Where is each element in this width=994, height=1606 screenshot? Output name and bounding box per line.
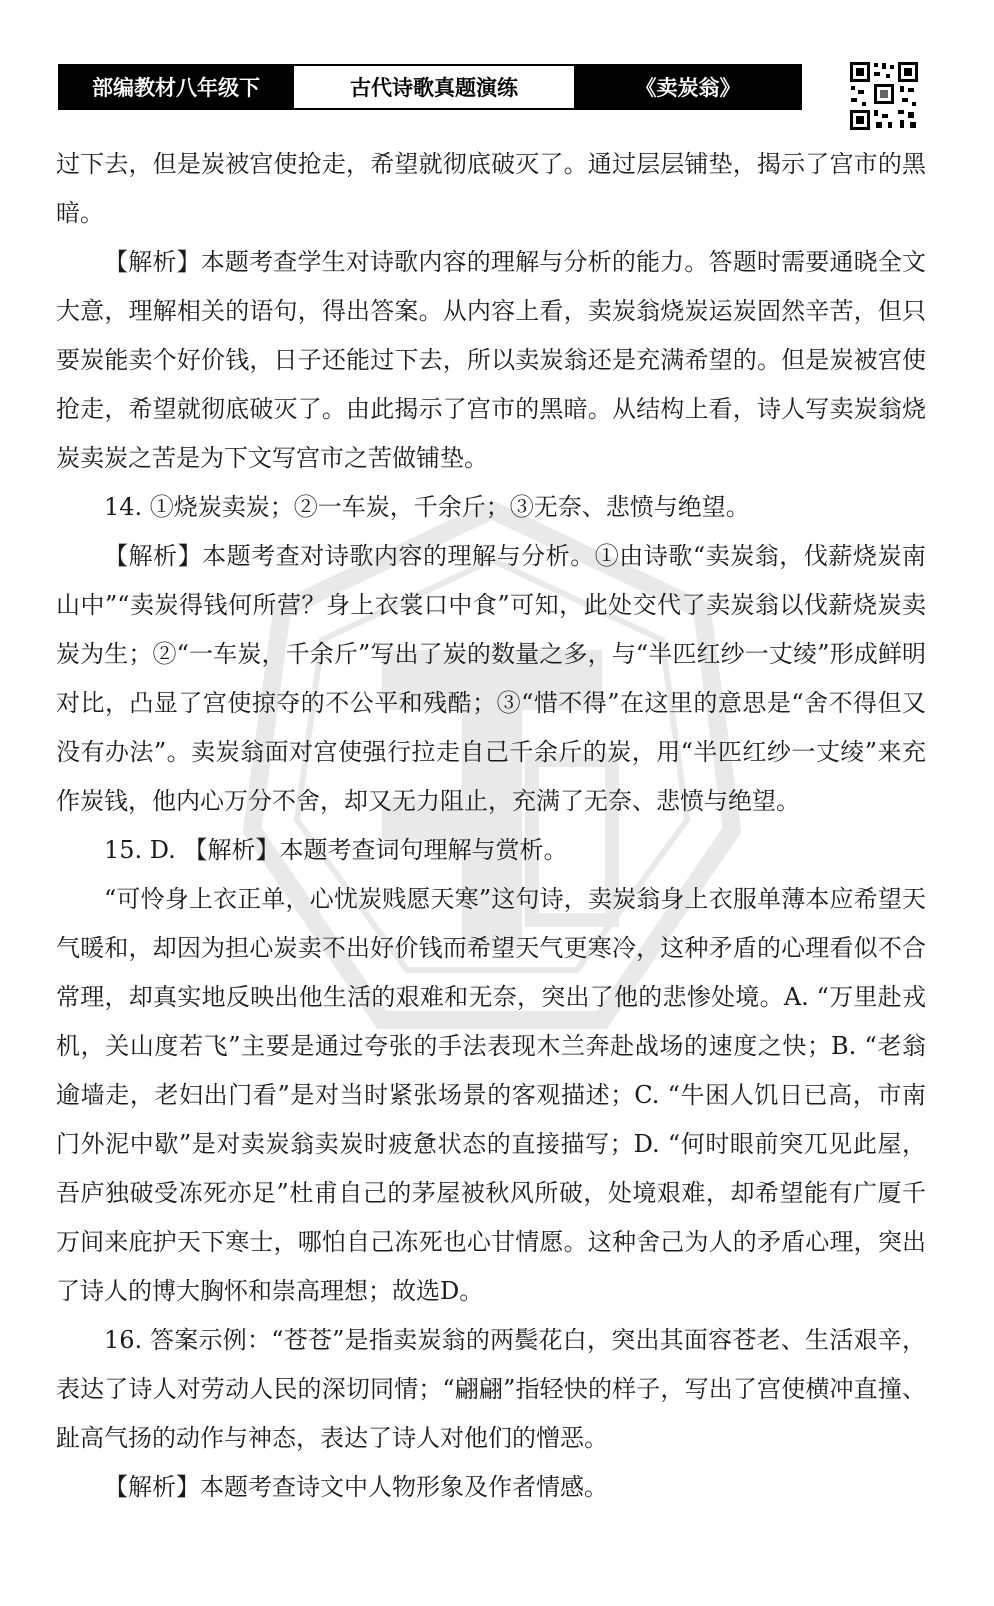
answer-body <box>56 140 926 1512</box>
paragraph-answer-16: 16. 答案示例：“苍苍”是指卖炭翁的两鬓花白，突出其面容苍老、生活艰辛，表达了诗人对劳动人民的深切同情；“翩翩”指轻快的样子，写出了宫使横冲直撞、趾高气扬的动作与神态，表达了诗人对他们的憎恶。 <box>56 1326 926 1452</box>
header-lesson-title: 《卖炭翁》 <box>576 66 800 108</box>
paragraph-analysis-16: 【解析】本题考查诗文中人物形象及作者情感。 <box>104 1473 608 1501</box>
header-section-title: 古代诗歌真题演练 <box>292 66 576 108</box>
paragraph-analysis-15: “可怜身上衣正单，心忧炭贱愿天寒”这句诗，卖炭翁身上衣服单薄本应希望天气暖和，却因为担心炭卖不出好价钱而希望天气更寒冷，这种矛盾的心理看似不合常理，却真实地反映出他生活的艰难和无奈，突出了他的悲惨处境。A. “万里赴戎机，关山度若飞”主要是通过夸张的手法表现木兰奔赴战场的速度之快；B. “老翁逾墙走，老妇出门看”是对当时紧张场景的客观描述；C. “牛困人饥日已高，市南门外泥中歇”是对卖炭翁卖炭时疲惫状态的直接描写；D. “何时眼前突兀见此屋，吾庐独破受冻死亦足”杜甫自己的茅屋被秋风所破，处境艰难，却希望能有广厦千万间来庇护天下寒士，哪怕自己冻死也心甘情愿。这种舍己为人的矛盾心理，突出了诗人的博大胸怀和崇高理想；故选D。 <box>56 885 926 1305</box>
paragraph-answer-15: 15. D. 【解析】本题考查词句理解与赏析。 <box>104 836 568 864</box>
header-grade-label: 部编教材八年级下 <box>60 66 292 108</box>
qr-code-icon <box>848 60 920 132</box>
paragraph-analysis-13: 【解析】本题考查学生对诗歌内容的理解与分析的能力。答题时需要通晓全文大意，理解相关的语句，得出答案。从内容上看，卖炭翁烧炭运炭固然辛苦，但只要炭能卖个好价钱，日子还能过下去，所以卖炭翁还是充满希望的。但是炭被宫使抢走，希望就彻底破灭了。由此揭示了宫市的黑暗。从结构上看，诗人写卖炭翁烧炭卖炭之苦是为下文写宫市之苦做铺垫。 <box>56 248 926 472</box>
page-header <box>58 64 802 110</box>
paragraph-analysis-14: 【解析】本题考查对诗歌内容的理解与分析。①由诗歌“卖炭翁，伐薪烧炭南山中”“卖炭得钱何所营？身上衣裳口中食”可知，此处交代了卖炭翁以伐薪烧炭卖炭为生；②“一车炭，千余斤”写出了炭的数量之多，与“半匹红纱一丈绫”形成鲜明对比，凸显了宫使掠夺的不公平和残酷；③“惜不得”在这里的意思是“舍不得但又没有办法”。卖炭翁面对宫使强行拉走自己千余斤的炭，用“半匹红纱一丈绫”来充作炭钱，他内心万分不舍，却又无力阻止，充满了无奈、悲愤与绝望。 <box>56 542 926 815</box>
paragraph-answer-14: 14. ①烧炭卖炭；②一车炭，千余斤；③无奈、悲愤与绝望。 <box>104 493 750 521</box>
paragraph-continuation: 过下去，但是炭被宫使抢走，希望就彻底破灭了。通过层层铺垫，揭示了宫市的黑暗。 <box>56 150 926 227</box>
